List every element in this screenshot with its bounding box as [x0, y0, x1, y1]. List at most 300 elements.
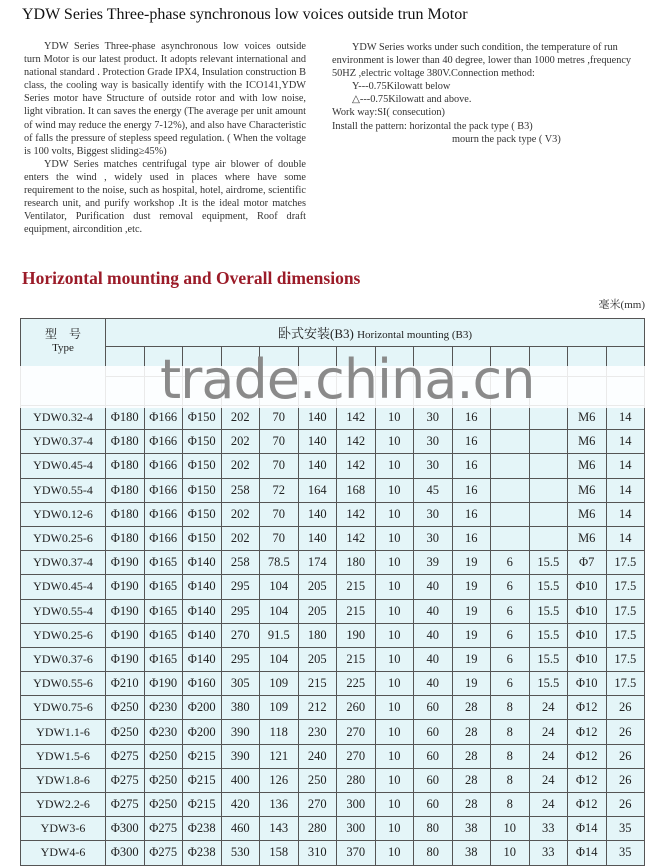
group-header-cn: 卧式安装(B3)	[278, 326, 354, 341]
dimension-cell: 16	[452, 526, 491, 550]
page-title: YDW Series Three-phase synchronous low voices outside trun Motor	[22, 6, 468, 23]
dimension-cell: Φ150	[183, 526, 222, 550]
dimension-cell: M6	[568, 478, 607, 502]
dimension-cell	[491, 430, 530, 454]
table-row	[21, 841, 645, 865]
dimension-cell: 230	[298, 720, 337, 744]
dimension-cell: Φ275	[106, 793, 145, 817]
dimension-cell: 17.5	[606, 551, 645, 575]
dimension-cell: 6	[491, 672, 530, 696]
dimension-cell: 35	[606, 841, 645, 865]
dimension-cell: 19	[452, 623, 491, 647]
dimension-cell	[491, 502, 530, 526]
dimension-cell	[529, 430, 568, 454]
dimension-cell: 70	[260, 526, 299, 550]
dimension-cell: 270	[298, 793, 337, 817]
dimension-cell: 19	[452, 647, 491, 671]
dimension-cell: 17.5	[606, 575, 645, 599]
dimension-cell: 370	[337, 841, 376, 865]
dimension-cell: 8	[491, 720, 530, 744]
dimension-cell: 38	[452, 841, 491, 865]
dimension-cell: 142	[337, 430, 376, 454]
dimension-cell: 174	[298, 551, 337, 575]
dimension-cell: 15.5	[529, 647, 568, 671]
dimension-cell: 10	[375, 647, 414, 671]
dimension-cell: 14	[606, 502, 645, 526]
dimension-cell: 38	[452, 817, 491, 841]
dimension-cell: 19	[452, 551, 491, 575]
dimension-cell: 270	[337, 744, 376, 768]
dimension-cell: Φ190	[106, 575, 145, 599]
dimension-cell: 40	[414, 672, 453, 696]
dimension-cell: 240	[298, 744, 337, 768]
dimension-cell: M6	[568, 454, 607, 478]
dimension-cell: Φ250	[106, 696, 145, 720]
dimension-cell: 109	[260, 672, 299, 696]
dimension-cell: Φ10	[568, 672, 607, 696]
dimension-cell: Φ10	[568, 599, 607, 623]
dimension-cell: Φ165	[144, 647, 183, 671]
dimension-cell: 28	[452, 768, 491, 792]
dimension-cell: M6	[568, 430, 607, 454]
dimension-cell	[491, 526, 530, 550]
dimension-cell: 60	[414, 744, 453, 768]
dimension-cell: Φ230	[144, 720, 183, 744]
model-cell: YDW0.37-4	[21, 430, 106, 454]
model-cell: YDW1.1-6	[21, 720, 106, 744]
dimension-cell: Φ10	[568, 623, 607, 647]
dimension-cell: 390	[221, 720, 260, 744]
dimension-cell: 40	[414, 647, 453, 671]
dimension-cell: 17.5	[606, 647, 645, 671]
dimension-cell: 10	[375, 430, 414, 454]
dimension-cell: 15.5	[529, 551, 568, 575]
dimension-cell: 530	[221, 841, 260, 865]
dimension-cell: 24	[529, 720, 568, 744]
dimension-cell: Φ10	[568, 647, 607, 671]
dimension-cell: 10	[375, 720, 414, 744]
dimension-cell: 143	[260, 817, 299, 841]
dimension-cell: 280	[337, 768, 376, 792]
dimension-cell: 30	[414, 430, 453, 454]
dimension-cell: 10	[375, 841, 414, 865]
dimension-cell: Φ14	[568, 817, 607, 841]
dimension-cell: Φ190	[106, 647, 145, 671]
dimension-cell	[529, 526, 568, 550]
model-cell: YDW0.37-6	[21, 647, 106, 671]
intro-left	[24, 40, 306, 236]
dimension-cell: 305	[221, 672, 260, 696]
dimension-cell: 10	[375, 526, 414, 550]
model-cell: YDW2.2-6	[21, 793, 106, 817]
dimension-cell: 140	[298, 430, 337, 454]
model-cell: YDW0.55-4	[21, 478, 106, 502]
model-cell: YDW1.5-6	[21, 744, 106, 768]
dimension-cell: 35	[606, 817, 645, 841]
unit-label: 毫米(mm)	[598, 299, 645, 311]
dimension-cell: Φ12	[568, 768, 607, 792]
dimension-cell: Φ190	[144, 672, 183, 696]
dimension-cell: 26	[606, 720, 645, 744]
dimension-cell: 10	[375, 551, 414, 575]
dimension-cell: 16	[452, 502, 491, 526]
dimension-cell: Φ215	[183, 793, 222, 817]
dimension-cell: 10	[375, 406, 414, 430]
dimension-cell: 10	[375, 478, 414, 502]
dimension-cell: Φ12	[568, 696, 607, 720]
dimension-cell: 30	[414, 454, 453, 478]
dimension-cell: 40	[414, 623, 453, 647]
table-row	[21, 478, 645, 502]
model-cell: YDW1.8-6	[21, 768, 106, 792]
dimension-cell: 270	[221, 623, 260, 647]
dimension-cell	[529, 502, 568, 526]
dimension-cell: 14	[606, 430, 645, 454]
dimension-cell: Φ275	[106, 744, 145, 768]
dimension-cell: Φ200	[183, 696, 222, 720]
dimension-cell: Φ215	[183, 768, 222, 792]
table-row	[21, 696, 645, 720]
dimension-cell: 380	[221, 696, 260, 720]
dimension-cell: 215	[337, 647, 376, 671]
dimension-cell: 260	[337, 696, 376, 720]
dimension-cell	[529, 478, 568, 502]
model-cell: YDW0.45-4	[21, 454, 106, 478]
dimension-cell: M6	[568, 502, 607, 526]
dimension-cell: 6	[491, 623, 530, 647]
dimension-cell: Φ140	[183, 575, 222, 599]
dimension-cell: 121	[260, 744, 299, 768]
dimension-cell: Φ180	[106, 502, 145, 526]
dimension-cell: Φ150	[183, 430, 222, 454]
dimension-cell: 215	[298, 672, 337, 696]
dimension-cell: 16	[452, 406, 491, 430]
dimension-cell: 10	[491, 817, 530, 841]
dimension-cell: 126	[260, 768, 299, 792]
dimension-cell: Φ230	[144, 696, 183, 720]
dimension-cell: 168	[337, 478, 376, 502]
dimension-cell: Φ140	[183, 551, 222, 575]
dimension-cell: Φ190	[106, 623, 145, 647]
dimension-cell: 205	[298, 575, 337, 599]
dimension-cell: Φ300	[106, 817, 145, 841]
dimension-cell: 202	[221, 502, 260, 526]
dimension-cell: 310	[298, 841, 337, 865]
dimension-cell: Φ166	[144, 406, 183, 430]
dimension-cell: Φ238	[183, 841, 222, 865]
table-row	[21, 430, 645, 454]
dimension-cell: 24	[529, 696, 568, 720]
table-row	[21, 623, 645, 647]
model-cell: YDW0.75-6	[21, 696, 106, 720]
dimension-cell: 280	[298, 817, 337, 841]
table-row	[21, 768, 645, 792]
dimension-cell: M6	[568, 406, 607, 430]
dimension-cell: 14	[606, 406, 645, 430]
install-pattern: Install the pattern: horizontal the pack type ( B3)	[332, 120, 533, 132]
dimension-cell: Φ14	[568, 841, 607, 865]
dimension-cell: 28	[452, 744, 491, 768]
dimension-cell: 10	[375, 575, 414, 599]
table-row	[21, 647, 645, 671]
dimension-cell	[491, 454, 530, 478]
model-cell: YDW4-6	[21, 841, 106, 865]
dimension-cell: 10	[491, 841, 530, 865]
dimension-cell: 10	[375, 744, 414, 768]
dimension-cell: 8	[491, 744, 530, 768]
table-row	[21, 744, 645, 768]
dimension-cell	[529, 406, 568, 430]
table-row	[21, 575, 645, 599]
dimension-cell: 460	[221, 817, 260, 841]
dimension-cell: Φ140	[183, 623, 222, 647]
dimension-cell: Φ200	[183, 720, 222, 744]
dimension-cell: 400	[221, 768, 260, 792]
dimension-cell: 70	[260, 406, 299, 430]
dimension-cell: Φ250	[144, 793, 183, 817]
dimension-cell: 16	[452, 454, 491, 478]
dimension-cell: 300	[337, 817, 376, 841]
work-way: Work way:SI( consecution)	[332, 107, 445, 119]
dimension-cell: 60	[414, 768, 453, 792]
dimension-cell: Φ166	[144, 478, 183, 502]
dimension-cell: 250	[298, 768, 337, 792]
dimension-cell: Φ190	[106, 551, 145, 575]
dimension-cell: 104	[260, 575, 299, 599]
dimension-cell: 16	[452, 430, 491, 454]
dimension-cell: 158	[260, 841, 299, 865]
dimension-cell: Φ250	[144, 768, 183, 792]
dimension-cell: Φ140	[183, 599, 222, 623]
dimension-cell: 80	[414, 817, 453, 841]
dimension-cell: 142	[337, 502, 376, 526]
dimension-cell: 109	[260, 696, 299, 720]
dimension-cell: Φ150	[183, 454, 222, 478]
dimension-cell: 10	[375, 623, 414, 647]
table-header-row	[21, 319, 645, 347]
dimension-cell: Φ160	[183, 672, 222, 696]
dimension-cell: 10	[375, 502, 414, 526]
dimension-cell: 8	[491, 793, 530, 817]
dimension-cell: 28	[452, 696, 491, 720]
dimension-cell: 45	[414, 478, 453, 502]
dimension-cell: 70	[260, 502, 299, 526]
dimension-cell: 33	[529, 841, 568, 865]
dimension-cell: 10	[375, 599, 414, 623]
dimension-cell: 80	[414, 841, 453, 865]
dimension-cell: Φ150	[183, 502, 222, 526]
dimension-cell: Φ215	[183, 744, 222, 768]
table-row	[21, 599, 645, 623]
dimension-cell: 24	[529, 768, 568, 792]
dimension-cell: 17.5	[606, 623, 645, 647]
dimension-cell: 202	[221, 526, 260, 550]
connection-y: Y---0.75Kilowatt below	[352, 81, 451, 93]
dimension-cell: 270	[337, 720, 376, 744]
dimension-cell: 30	[414, 406, 453, 430]
dimension-cell: 15.5	[529, 575, 568, 599]
dimension-cell: 28	[452, 793, 491, 817]
dimension-cell: Φ165	[144, 575, 183, 599]
model-cell: YDW0.12-6	[21, 502, 106, 526]
dimension-cell: 190	[337, 623, 376, 647]
dimension-cell: 33	[529, 817, 568, 841]
dimension-cell: Φ12	[568, 744, 607, 768]
dimension-cell: 70	[260, 430, 299, 454]
dimension-cell: Φ12	[568, 720, 607, 744]
dimension-cell: 215	[337, 599, 376, 623]
dimension-cell: 202	[221, 454, 260, 478]
group-header	[106, 319, 645, 347]
dimension-cell	[529, 454, 568, 478]
dimension-cell: Φ180	[106, 406, 145, 430]
dimension-cell: 19	[452, 672, 491, 696]
table-row	[21, 502, 645, 526]
dimension-cell: 15.5	[529, 672, 568, 696]
dimension-cell: Φ150	[183, 406, 222, 430]
dimension-cell: 140	[298, 526, 337, 550]
dimension-cell: 212	[298, 696, 337, 720]
dimension-cell: Φ275	[106, 768, 145, 792]
dimension-cell: Φ210	[106, 672, 145, 696]
section-title: Horizontal mounting and Overall dimensions	[22, 268, 361, 288]
dimension-cell: 258	[221, 551, 260, 575]
dimension-cell: 24	[529, 793, 568, 817]
dimension-cell: 15.5	[529, 599, 568, 623]
dimension-cell: 26	[606, 768, 645, 792]
model-cell: YDW0.37-4	[21, 551, 106, 575]
dimension-cell: Φ180	[106, 478, 145, 502]
dimension-cell: 142	[337, 406, 376, 430]
dimension-cell: 70	[260, 454, 299, 478]
connection-delta: △---0.75Kilowatt and above.	[352, 94, 472, 106]
table-row	[21, 720, 645, 744]
table-row	[21, 672, 645, 696]
dimension-cell: 26	[606, 793, 645, 817]
dimension-cell: 30	[414, 502, 453, 526]
dimension-cell: 10	[375, 793, 414, 817]
dimension-cell: Φ275	[144, 817, 183, 841]
intro-paragraph-1: YDW Series Three-phase asynchronous low voices outside turn Motor is our latest product. It adopts relevant international and national standard . Protection Grade IPX4, Insulation construction B class, the cooling way is basically identify with the ICO141,YDW Series motor have Structure of outside rotor and with low noise, light vibration. It can saves the energy (The average per unit amount of wind may reduce the energy 7-12%), and also have Characteristic of falls the pressure of stepless speed regulation. ( When the voltage is 100 volts, Biggest sliding≥45%)	[24, 41, 307, 157]
dimension-cell: 10	[375, 696, 414, 720]
dimension-cell: 295	[221, 599, 260, 623]
dimension-cell: M6	[568, 526, 607, 550]
dimension-cell: 14	[606, 478, 645, 502]
dimension-cell: 10	[375, 768, 414, 792]
dimension-cell: 140	[298, 502, 337, 526]
model-cell: YDW0.25-6	[21, 526, 106, 550]
dimension-cell: Φ180	[106, 454, 145, 478]
dimension-cell: 26	[606, 696, 645, 720]
dimension-cell: 78.5	[260, 551, 299, 575]
dimension-cell: 140	[298, 454, 337, 478]
dimension-cell: Φ190	[106, 599, 145, 623]
group-header-en: Horizontal mounting (B3)	[357, 329, 472, 341]
dimension-cell: 15.5	[529, 623, 568, 647]
dimension-cell: Φ180	[106, 430, 145, 454]
dimension-cell: Φ12	[568, 793, 607, 817]
dimension-cell: Φ165	[144, 623, 183, 647]
dimension-cell: 6	[491, 575, 530, 599]
dimension-cell: 30	[414, 526, 453, 550]
dimension-cell: 390	[221, 744, 260, 768]
dimension-cell: 142	[337, 454, 376, 478]
dimension-cell: 180	[337, 551, 376, 575]
dimension-cell: 60	[414, 720, 453, 744]
watermark: trade.china.cn	[160, 348, 535, 411]
dimension-cell: 164	[298, 478, 337, 502]
table-row	[21, 793, 645, 817]
dimension-cell: 104	[260, 647, 299, 671]
dimension-cell: Φ180	[106, 526, 145, 550]
dimension-cell: 28	[452, 720, 491, 744]
dimension-cell: 17.5	[606, 672, 645, 696]
dimension-cell: 6	[491, 551, 530, 575]
dimension-cell: Φ275	[144, 841, 183, 865]
dimension-cell: 10	[375, 817, 414, 841]
dimension-cell: 295	[221, 575, 260, 599]
dimension-cell: 140	[298, 406, 337, 430]
dimension-cell: 6	[491, 599, 530, 623]
dimension-cell: 60	[414, 793, 453, 817]
dimension-cell: Φ250	[144, 744, 183, 768]
table-row	[21, 526, 645, 550]
dimension-cell: 10	[375, 672, 414, 696]
dimension-cell: Φ166	[144, 430, 183, 454]
model-cell: YDW3-6	[21, 817, 106, 841]
table-row	[21, 817, 645, 841]
dimension-cell: Φ140	[183, 647, 222, 671]
dimension-cell: 202	[221, 406, 260, 430]
model-cell: YDW0.55-4	[21, 599, 106, 623]
dimension-cell: 19	[452, 575, 491, 599]
dimension-cell: 202	[221, 430, 260, 454]
model-cell: YDW0.32-4	[21, 406, 106, 430]
dimension-cell: 10	[375, 454, 414, 478]
dimension-cell: 205	[298, 599, 337, 623]
dimension-cell: 16	[452, 478, 491, 502]
model-cell: YDW0.25-6	[21, 623, 106, 647]
dimension-cell: 295	[221, 647, 260, 671]
dimension-cell: 40	[414, 575, 453, 599]
type-header-en: Type	[52, 342, 74, 354]
dimension-cell: 17.5	[606, 599, 645, 623]
type-header-cn: 型 号	[44, 327, 81, 341]
dimension-cell: Φ7	[568, 551, 607, 575]
intro-paragraph-2: YDW Series matches centrifugal type air blower of double enters the wind , widely used in places where have some requirement to the noise, such as hospital, hotel, airdrome, scientific research unit, and purify workshop .It is the ideal motor matches Ventilator, Purification dust removal equipment, Roof draft equipment, aircondition ,etc.	[24, 158, 306, 236]
dimension-cell: 24	[529, 744, 568, 768]
dimension-cell: 19	[452, 599, 491, 623]
dimension-cell: 180	[298, 623, 337, 647]
dimension-cell: 215	[337, 575, 376, 599]
dimension-cell: 60	[414, 696, 453, 720]
dimension-cell	[491, 478, 530, 502]
dimension-cell: Φ166	[144, 454, 183, 478]
dimension-cell: Φ250	[106, 720, 145, 744]
dimension-cell: 14	[606, 526, 645, 550]
dimension-cell: 26	[606, 744, 645, 768]
model-cell: YDW0.55-6	[21, 672, 106, 696]
dimension-cell: 118	[260, 720, 299, 744]
intro-right	[332, 41, 632, 146]
table-row	[21, 454, 645, 478]
dimension-cell: 72	[260, 478, 299, 502]
dimension-cell: 104	[260, 599, 299, 623]
dimension-cell: Φ238	[183, 817, 222, 841]
dimension-cell: 8	[491, 696, 530, 720]
dimension-cell: Φ166	[144, 526, 183, 550]
dimension-cell: 420	[221, 793, 260, 817]
